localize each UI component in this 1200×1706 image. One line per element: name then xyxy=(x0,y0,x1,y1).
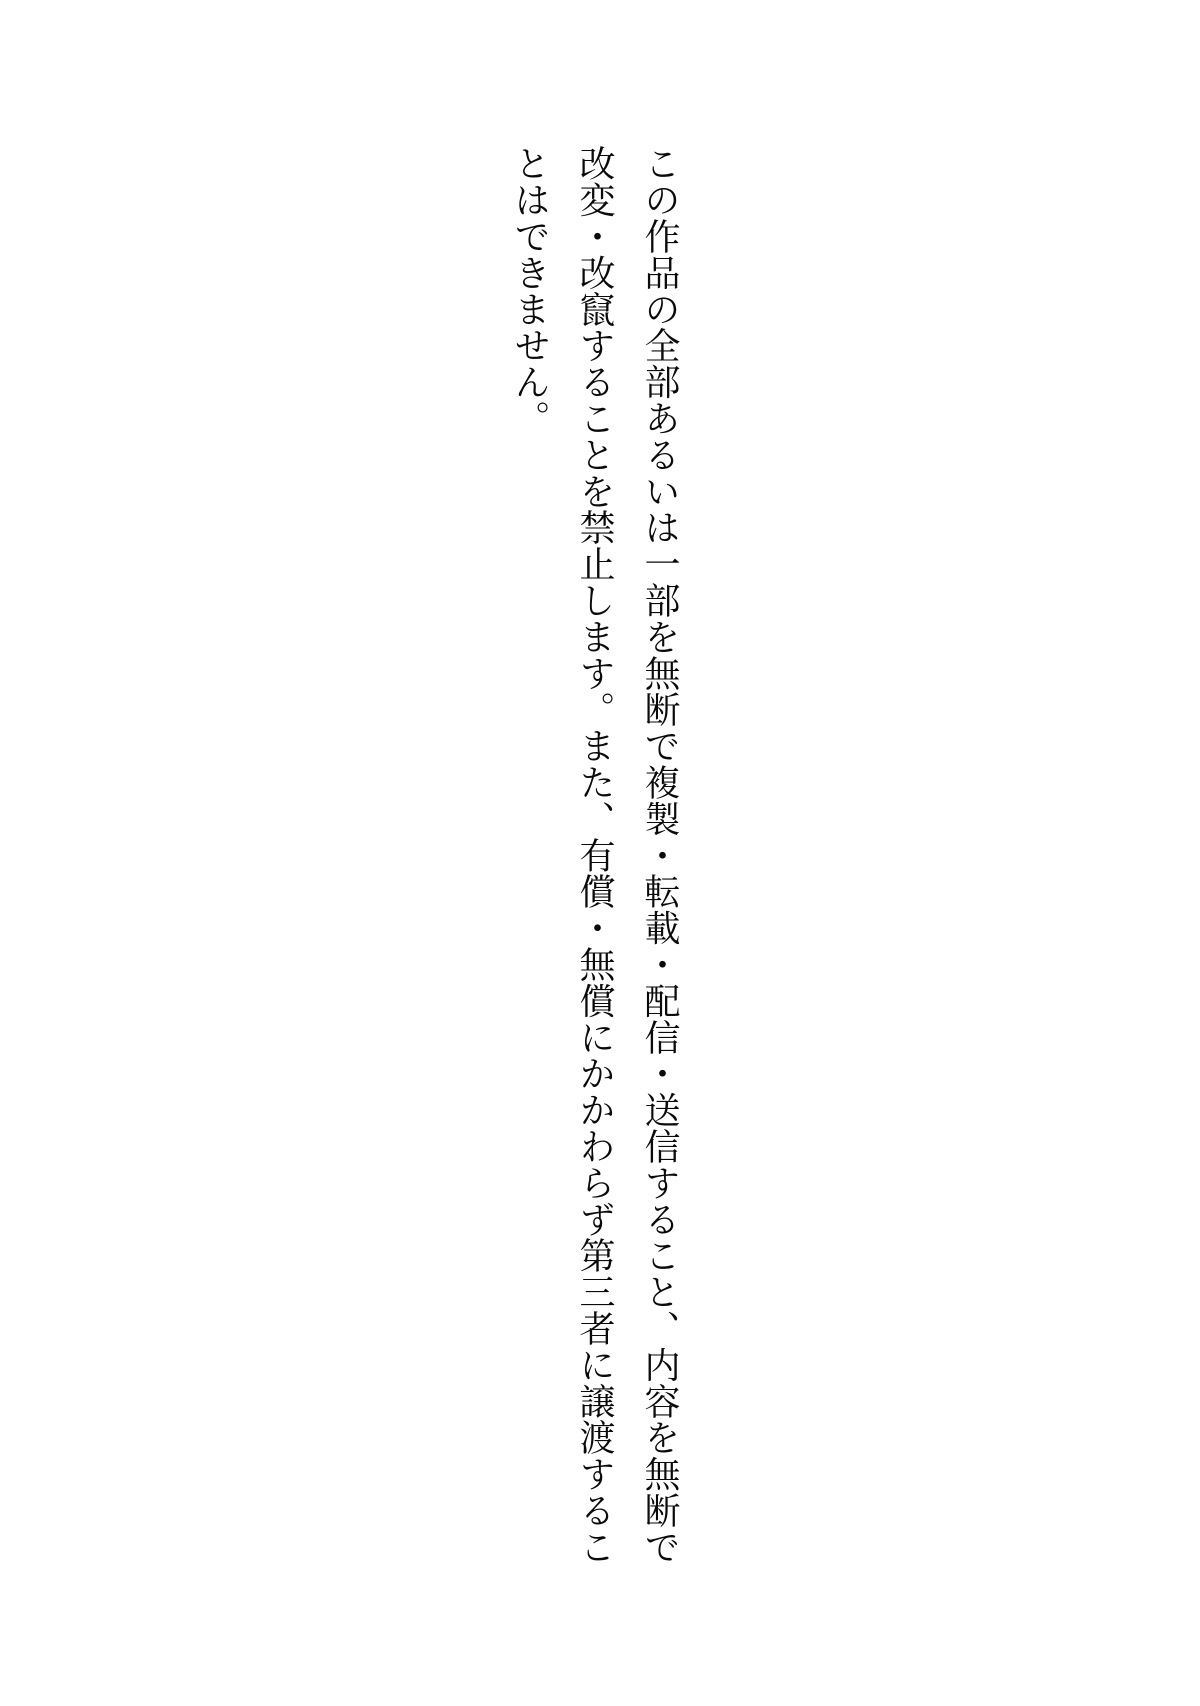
copyright-notice xyxy=(497,145,692,1569)
notice-line-1: この作品の全部あるいは一部を無断で複製・転載・配信・送信すること、内容を無断で xyxy=(639,145,680,1565)
notice-line-3: とはできません。 xyxy=(509,145,550,437)
notice-line-2: 改変・改竄することを禁止します。また、有償・無償にかかわらず第三者に譲渡するこ xyxy=(574,145,615,1565)
